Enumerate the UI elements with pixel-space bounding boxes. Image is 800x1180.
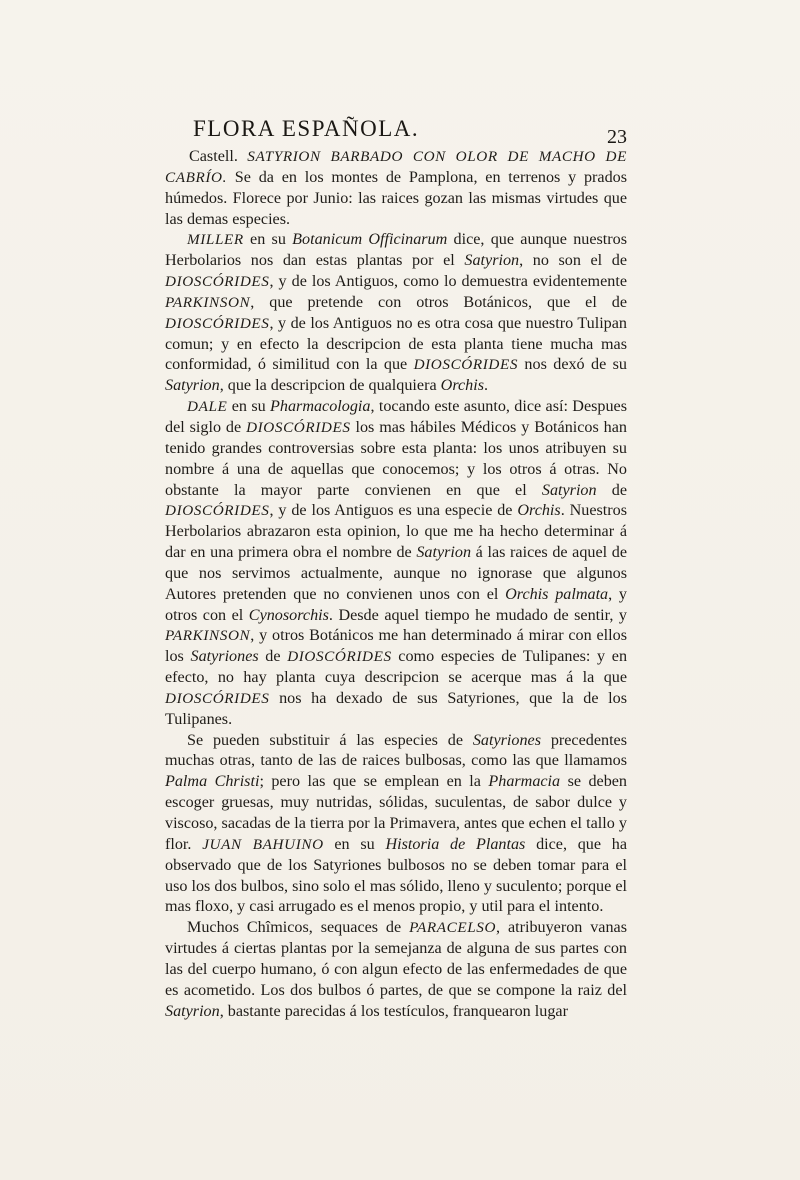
author-name: DIOSCÓRIDES [413, 356, 519, 374]
italic-term: Orchis [440, 377, 484, 395]
text-run: Muchos Chîmicos, sequaces de [187, 919, 410, 937]
text-run: , y otros con el [165, 585, 627, 624]
author-name: DIOSCÓRIDES [165, 689, 270, 707]
italic-term: Palma Christi [165, 773, 260, 791]
italic-term: Orchis palmata [505, 585, 609, 603]
text-run: en su [323, 835, 386, 853]
text-run: , bastante parecidas á los testículos, franquearon lugar [219, 1002, 568, 1020]
italic-term: Satyrion [416, 544, 472, 562]
text-run: se deben escoger gruesas, muy nutridas, sólidas, suculentas, de sabor dulce y viscoso, sacadas de la tierra por la Primavera, antes que echen el tallo y flor. [165, 773, 627, 853]
author-name: DIOSCÓRIDES [165, 273, 270, 291]
text-run: . [484, 377, 489, 395]
text-run: , y de los Antiguos es una especie de [269, 502, 518, 520]
italic-term: Botanicum Officinarum [292, 231, 448, 249]
paragraph [165, 731, 627, 919]
author-name: DIOSCÓRIDES [246, 418, 351, 436]
text-run: dice, que ha observado que de los Satyriones bulbosos no se deben tomar para el uso los dos bulbos, sino solo el mas sólido, lleno y suculento; porque el mas floxo, y casi arrugado es el menos propio, y util para el intento. [165, 835, 627, 916]
italic-term: Satyrion [541, 481, 597, 499]
text-run: ; pero las que se emplean en la [259, 773, 489, 791]
text-run: dice, que aunque nuestros Herbolarios nos dan estas plantas por el [165, 231, 627, 270]
text-run: Se da en los montes de Pamplona, en terrenos y prados húmedos. Florece por Junio: las raices gozan las mismas virtudes que las demas especies. [165, 168, 627, 228]
text-run: como especies de Tulipanes: y en efecto, no hay planta cuya descripcion se acerque mas á la que [165, 648, 628, 687]
text-run: Se pueden substituir á las especies de [187, 731, 473, 749]
text-run: , que pretende con otros Botánicos, que el de [250, 293, 627, 311]
author-name: DIOSCÓRIDES [165, 314, 270, 332]
paragraph [165, 397, 627, 731]
italic-term: Satyrion [165, 377, 220, 395]
italic-term: Orchis [517, 502, 561, 520]
italic-term: Satyriones [190, 648, 259, 666]
text-run: á las raices de aquel de que nos servimos actualmente, aunque no ignorase que algunos Autores pretenden que no convienen unos con el [165, 544, 628, 603]
paragraph [165, 147, 627, 230]
text-run: , y de los Antiguos, como lo demuestra evidentemente [269, 273, 627, 291]
italic-term: Historia de Plantas [385, 835, 526, 853]
author-name: SATYRION BARBADO CON OLOR DE MACHO DE CABRÍO. [165, 148, 627, 186]
author-name: PARACELSO [409, 919, 497, 937]
italic-term: Satyrion [165, 1002, 220, 1020]
author-name: MILLER [187, 231, 244, 249]
paragraph [165, 918, 627, 1022]
italic-term: Cynosorchis [248, 606, 329, 624]
text-run: precedentes muchas otras, tanto de las de raices bulbosas, como las que llamamos [165, 731, 627, 770]
text-run: de [596, 481, 627, 499]
author-name: DALE [187, 398, 228, 416]
text-run: nos dexó de su [518, 356, 627, 374]
italic-term: Pharmacologia [270, 398, 371, 416]
text-run: en su [243, 231, 293, 249]
page-number: 23 [607, 126, 627, 148]
author-name: DIOSCÓRIDES [287, 648, 392, 666]
text-run: de [258, 648, 288, 666]
text-run: los mas hábiles Médicos y Botánicos han tenido grandes controversias sobre esta planta: los unos atribuyen su nombre á una de aquellas que conocemos; y los otros á otras. No obstante la mayor parte convienen en que el [165, 418, 627, 499]
italic-term: Satyrion [464, 252, 520, 270]
text-run: , tocando este asunto, dice así: Despues del siglo de [165, 398, 627, 436]
text-run: , que la descripcion de qualquiera [219, 377, 441, 395]
italic-term: Satyriones [472, 731, 541, 749]
body-text [165, 147, 627, 1022]
text-run: en su [227, 398, 271, 416]
text-run: , atribuyeron vanas virtudes á ciertas plantas por la semejanza de alguna de sus partes con las del cuerpo humano, ó con algun efecto de las enfermedades de que es acometido. Los dos bulbos ó partes, de que se compone la raiz del [165, 919, 627, 999]
page-header [165, 116, 627, 150]
italic-term: Pharmacia [488, 773, 561, 791]
author-name: DIOSCÓRIDES [165, 502, 270, 520]
text-run: Castell. [189, 148, 248, 165]
running-head: FLORA ESPAÑOLA. [193, 116, 420, 141]
text-run: . Nuestros Herbolarios abrazaron esta opinion, lo que me ha hecho determinar á dar en una primera obra el nombre de [165, 502, 628, 562]
text-run: , no son el de [519, 252, 627, 270]
text-run: , y otros Botánicos me han determinado á mirar con ellos los [165, 627, 627, 666]
text-run: , y de los Antiguos no es otra cosa que nuestro Tulipan comun; y en efecto la descripcion de esta planta tiene mucha mas conformidad, ó similitud con la que [165, 314, 627, 374]
paragraph [165, 230, 627, 397]
author-name: PARKINSON [165, 627, 251, 645]
author-name: PARKINSON [165, 293, 251, 311]
author-name: JUAN BAHUINO [202, 835, 324, 853]
text-run: nos ha dexado de sus Satyriones, que la de los Tulipanes. [165, 689, 627, 728]
text-run: . Desde aquel tiempo he mudado de sentir, y [328, 606, 627, 624]
